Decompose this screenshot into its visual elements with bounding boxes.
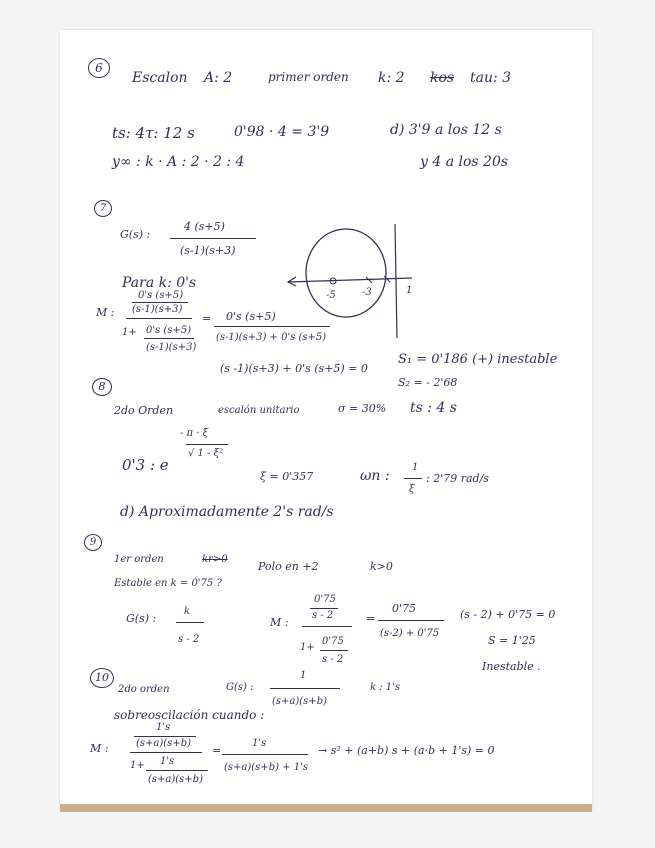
p10-M-inner-bar2 bbox=[146, 770, 208, 771]
p10-M-label: M : bbox=[90, 742, 109, 755]
p7-equals: = bbox=[202, 312, 212, 325]
p8-exp-lhs: 0'3 : e bbox=[122, 456, 169, 474]
p7-root-s2: S₂ = - 2'68 bbox=[398, 376, 458, 389]
p9-M-den-bot: s - 2 bbox=[322, 654, 344, 665]
p10-G-label: G(s) : bbox=[226, 682, 254, 693]
p7-characteristic-eq: (s -1)(s+3) + 0's (s+5) = 0 bbox=[220, 362, 368, 375]
p9-M-right-den: (s-2) + 0'75 bbox=[380, 628, 440, 639]
p7-M-right-bar bbox=[214, 326, 330, 327]
p9-M-inner-bar2 bbox=[320, 650, 348, 651]
p9-M-main-bar bbox=[302, 626, 352, 627]
p10-M-right-den: (s+a)(s+b) + 1's bbox=[224, 762, 308, 773]
p9-verdict: Inestable . bbox=[482, 660, 541, 673]
p9-G-denominator: s - 2 bbox=[178, 634, 200, 645]
p10-equals: = bbox=[212, 744, 222, 757]
p10-k: k : 1's bbox=[370, 682, 401, 693]
p10-M-num-bot: (s+a)(s+b) bbox=[136, 738, 191, 749]
p8-wn-rhs: : 2'79 rad/s bbox=[426, 472, 489, 485]
p10-M-inner-bar1 bbox=[134, 736, 196, 737]
p7-M-inner-bar2 bbox=[144, 338, 194, 339]
p7-G-denominator: (s-1)(s+3) bbox=[180, 244, 236, 257]
p9-M-num-bot: s - 2 bbox=[312, 610, 334, 621]
p9-order: 1er orden bbox=[114, 554, 164, 565]
p9-M-num-top: 0'75 bbox=[314, 594, 336, 605]
p10-G-numerator: 1 bbox=[300, 670, 307, 681]
p7-para-k: Para k: 0's bbox=[122, 275, 197, 291]
problem-6-number: 6 bbox=[88, 58, 110, 78]
p6-struck-word: kos bbox=[430, 70, 455, 86]
problem-10-number: 10 bbox=[90, 668, 114, 688]
p10-G-denominator: (s+a)(s+b) bbox=[272, 696, 327, 707]
p10-M-num-top: 1's bbox=[156, 722, 171, 733]
p10-characteristic-eq: → s² + (a+b) s + (a·b + 1's) = 0 bbox=[318, 744, 495, 757]
p10-M-den-top: 1's bbox=[160, 756, 175, 767]
p10-M-den-bot: (s+a)(s+b) bbox=[148, 774, 203, 785]
p8-xi-value: ξ = 0'357 bbox=[260, 470, 314, 483]
p6-answer-line2: y 4 a los 20s bbox=[420, 154, 509, 170]
p9-equals: = bbox=[366, 612, 376, 625]
p10-order: 2do orden bbox=[118, 684, 170, 695]
p7-locus-circle bbox=[306, 229, 386, 317]
p9-M-inner-bar1 bbox=[310, 608, 338, 609]
p6-value-at-ts: 0'98 · 4 = 3'9 bbox=[234, 124, 330, 140]
p10-M-main-bar bbox=[130, 752, 202, 753]
p8-overshoot: σ = 30% bbox=[338, 402, 387, 415]
p8-settling: ts : 4 s bbox=[410, 400, 457, 416]
p6-escalon: Escalon bbox=[132, 70, 188, 86]
p7-M-right-num: 0's (s+5) bbox=[226, 310, 276, 323]
problem-8-number: 8 bbox=[92, 378, 112, 396]
p6-gain: k: 2 bbox=[378, 70, 405, 86]
p9-G-bar bbox=[176, 622, 204, 623]
p7-M-plus: 1+ bbox=[122, 327, 137, 338]
p9-root: S = 1'25 bbox=[488, 634, 536, 647]
p9-G-numerator: k bbox=[184, 606, 191, 617]
p7-G-label: G(s) : bbox=[120, 228, 151, 241]
p9-G-label: G(s) : bbox=[126, 612, 157, 625]
p7-M-label: M : bbox=[96, 306, 115, 319]
p8-input: escalón unitario bbox=[218, 405, 300, 416]
p9-characteristic-eq: (s - 2) + 0'75 = 0 bbox=[460, 608, 556, 621]
p10-M-right-num: 1's bbox=[252, 738, 267, 749]
p7-M-den-top: 0's (s+5) bbox=[146, 325, 192, 336]
p7-M-inner-bar1 bbox=[132, 302, 188, 303]
p10-M-plus: 1+ bbox=[130, 760, 145, 771]
p8-wn-den: ξ bbox=[409, 484, 415, 495]
p8-exp-numerator: - π · ξ bbox=[180, 428, 209, 439]
p7-axis-label-minus3: -3 bbox=[362, 287, 372, 298]
p8-order: 2do Orden bbox=[114, 404, 174, 417]
p9-M-label: M : bbox=[270, 616, 289, 629]
p7-root-s1: S₁ = 0'186 (+) inestable bbox=[398, 352, 558, 367]
p10-M-right-bar bbox=[222, 754, 308, 755]
p8-wn-bar bbox=[404, 478, 422, 479]
p10-G-bar bbox=[270, 688, 340, 689]
p9-M-right-num: 0'75 bbox=[392, 602, 417, 615]
p7-axis-label-1: 1 bbox=[406, 285, 413, 296]
p8-answer: d) Aproximadamente 2's rad/s bbox=[120, 504, 334, 520]
p6-tau: tau: 3 bbox=[470, 70, 512, 86]
p9-M-den-top: 0'75 bbox=[322, 636, 344, 647]
p9-struck-word: kr>0 bbox=[202, 554, 228, 565]
p8-exp-denominator: √ 1 - ξ² bbox=[188, 448, 224, 459]
p9-pole: Polo en +2 bbox=[258, 560, 319, 573]
p8-wn-lhs: ωn : bbox=[360, 468, 390, 484]
p7-axis-label-minus5: -5 bbox=[326, 290, 336, 301]
p6-answer-line1: d) 3'9 a los 12 s bbox=[390, 122, 502, 138]
p10-overshoot-note: sobreoscilación cuando : bbox=[114, 708, 265, 722]
p9-M-right-bar bbox=[378, 620, 444, 621]
p6-order: primer orden bbox=[268, 70, 349, 84]
p9-M-plus: 1+ bbox=[300, 642, 315, 653]
problem-7-number: 7 bbox=[94, 200, 112, 217]
p9-k-condition: k>0 bbox=[370, 560, 393, 573]
p7-M-right-den: (s-1)(s+3) + 0's (s+5) bbox=[216, 332, 327, 343]
p7-G-numerator: 4 (s+5) bbox=[184, 220, 225, 233]
p6-amplitude: A: 2 bbox=[204, 70, 233, 86]
p7-M-main-bar bbox=[126, 318, 192, 319]
p7-M-num-bot: (s-1)(s+3) bbox=[132, 304, 183, 315]
p8-wn-num: 1 bbox=[412, 462, 419, 473]
problem-9-number: 9 bbox=[84, 534, 102, 551]
p7-M-den-bot: (s-1)(s+3) bbox=[146, 342, 197, 353]
p6-final-value: y∞ : k · A : 2 · 2 : 4 bbox=[112, 154, 245, 170]
p8-exp-bar bbox=[186, 444, 228, 445]
p6-settling-time: ts: 4τ: 12 s bbox=[112, 124, 195, 142]
p7-imag-axis bbox=[395, 224, 397, 338]
p7-M-num-top: 0's (s+5) bbox=[138, 290, 184, 301]
p9-stable-question: Estable en k = 0'75 ? bbox=[114, 578, 222, 589]
